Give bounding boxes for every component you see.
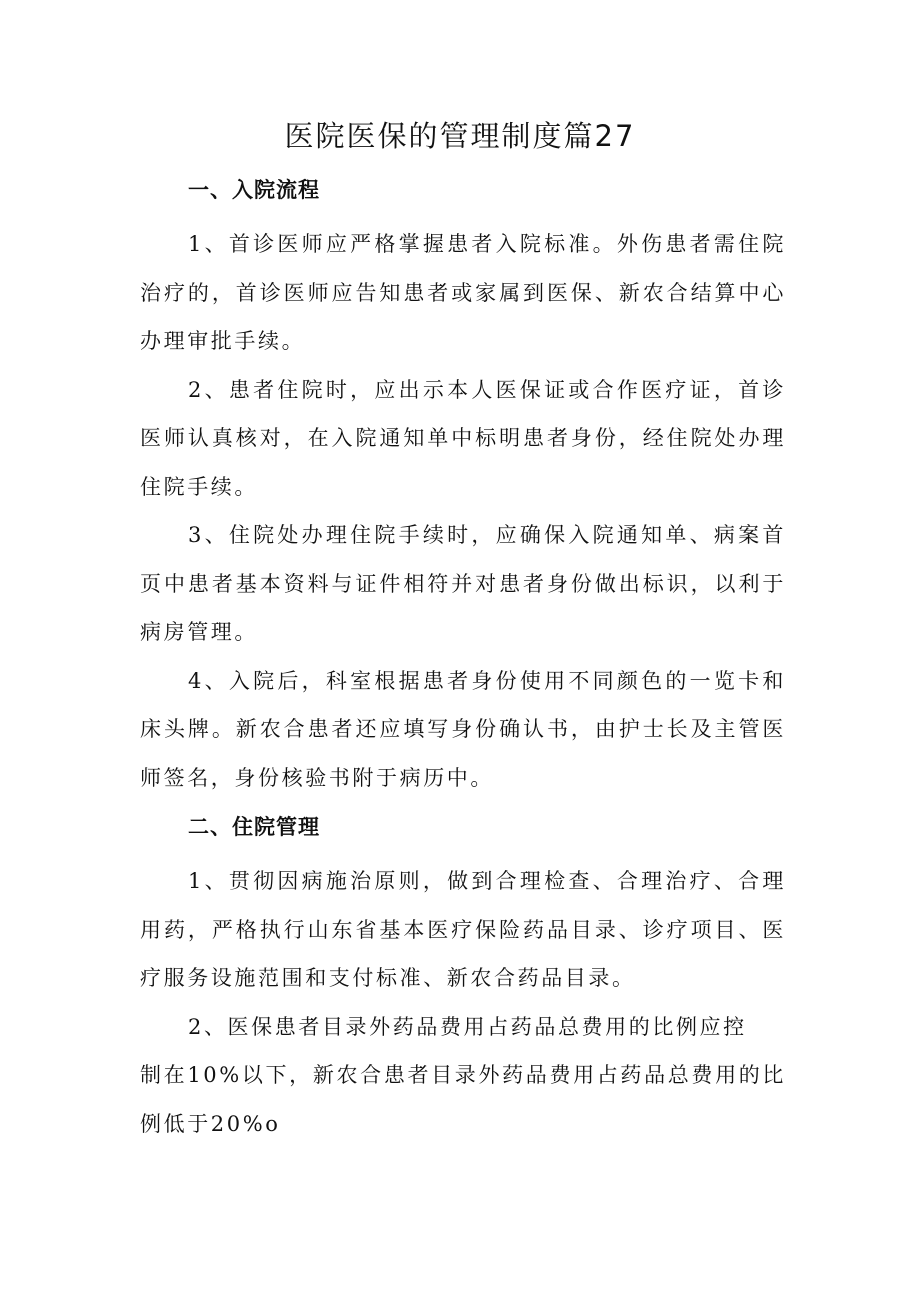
section-heading: 二、住院管理 (188, 815, 320, 839)
paragraph: 1、贯彻因病施治原则，做到合理检查、合理治疗、合理用药，严格执行山东省基本医疗保险药品目录、诊疗项目、医疗服务设施范围和支付标准、新农合药品目录。 (140, 869, 786, 990)
paragraph: 4、入院后，科室根据患者身份使用不同颜色的一览卡和床头牌。新农合患者还应填写身份确认书，由护士长及主管医师签名，身份核验书附于病历中。 (140, 668, 786, 790)
paragraph-first-line: 2、医保患者目录外药品费用占药品总费用的比例应控 (188, 1014, 747, 1039)
document-title: 医院医保的管理制度篇27 (284, 119, 636, 153)
paragraph: 2、患者住院时，应出示本人医保证或合作医疗证，首诊医师认真核对，在入院通知单中标明患者身份，经住院处办理住院手续。 (140, 377, 786, 499)
document-body (140, 166, 786, 1149)
paragraph: 1、首诊医师应严格掌握患者入院标准。外伤患者需住院治疗的，首诊医师应告知患者或家属到医保、新农合结算中心办理审批手续。 (140, 232, 786, 353)
paragraph-continuation: 制在10%以下，新农合患者目录外药品费用占药品总费用的比例低于20%o (140, 1063, 786, 1136)
section-heading: 一、入院流程 (188, 178, 320, 202)
section-admission-process (140, 166, 786, 802)
section-inpatient-management (140, 803, 786, 1148)
paragraph: 3、住院处办理住院手续时，应确保入院通知单、病案首页中患者基本资料与证件相符并对患者身份做出标识，以利于病房管理。 (140, 523, 786, 644)
